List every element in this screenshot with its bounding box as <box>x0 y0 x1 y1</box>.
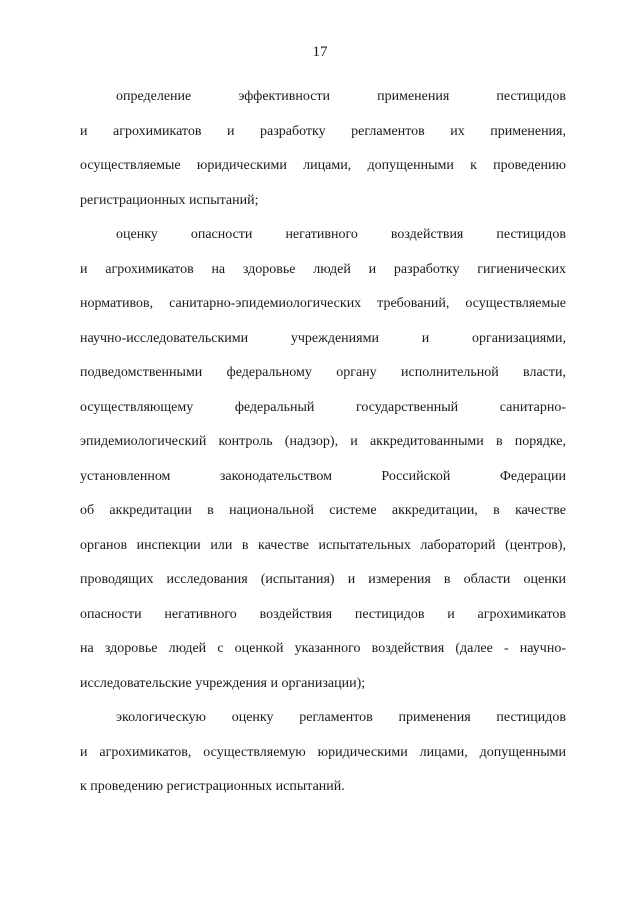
paragraph-line: об аккредитации в национальной системе аккредитации, в качестве <box>80 503 566 518</box>
paragraph-line: нормативов, санитарно-эпидемиологических требований, осуществляемые <box>80 296 566 311</box>
paragraph-line: экологическую оценку регламентов применения пестицидов <box>116 710 566 725</box>
paragraph-hazard-assessment <box>80 218 566 701</box>
paragraph-line: установленном законодательством Российской Федерации <box>80 468 566 484</box>
paragraph-line: и агрохимикатов и разработку регламентов их применения, <box>80 123 566 139</box>
document-body <box>80 80 566 805</box>
paragraph-line: осуществляемые юридическими лицами, допущенными к проведению <box>80 158 566 173</box>
paragraph-line: к проведению регистрационных испытаний. <box>80 779 345 794</box>
paragraph-line: опасности негативного воздействия пестицидов и агрохимикатов <box>80 606 566 622</box>
paragraph-line: определение эффективности применения пестицидов <box>116 89 566 104</box>
paragraph-line: подведомственными федеральному органу исполнительной власти, <box>80 365 566 380</box>
paragraph-line: органов инспекции или в качестве испытательных лабораторий (центров), <box>80 537 566 553</box>
paragraph-line: оценку опасности негативного воздействия пестицидов <box>116 227 566 242</box>
paragraph-line: исследовательские учреждения и организации); <box>80 675 366 691</box>
paragraph-line: эпидемиологический контроль (надзор), и аккредитованными в порядке, <box>80 434 566 449</box>
paragraph-pesticide-efficiency <box>80 80 566 218</box>
paragraph-line: проводящих исследования (испытания) и измерения в области оценки <box>80 572 566 587</box>
paragraph-line: осуществляющему федеральный государственный санитарно- <box>80 399 566 415</box>
paragraph-line: научно-исследовательскими учреждениями и организациями, <box>80 330 566 346</box>
paragraph-line: и агрохимикатов, осуществляемую юридическими лицами, допущенными <box>80 744 566 760</box>
paragraph-line: и агрохимикатов на здоровье людей и разработку гигиенических <box>80 261 566 277</box>
paragraph-line: на здоровье людей с оценкой указанного воздействия (далее - научно- <box>80 641 566 656</box>
paragraph-ecological-assessment <box>80 701 566 805</box>
page-number: 17 <box>312 44 328 60</box>
paragraph-line: регистрационных испытаний; <box>80 192 259 208</box>
